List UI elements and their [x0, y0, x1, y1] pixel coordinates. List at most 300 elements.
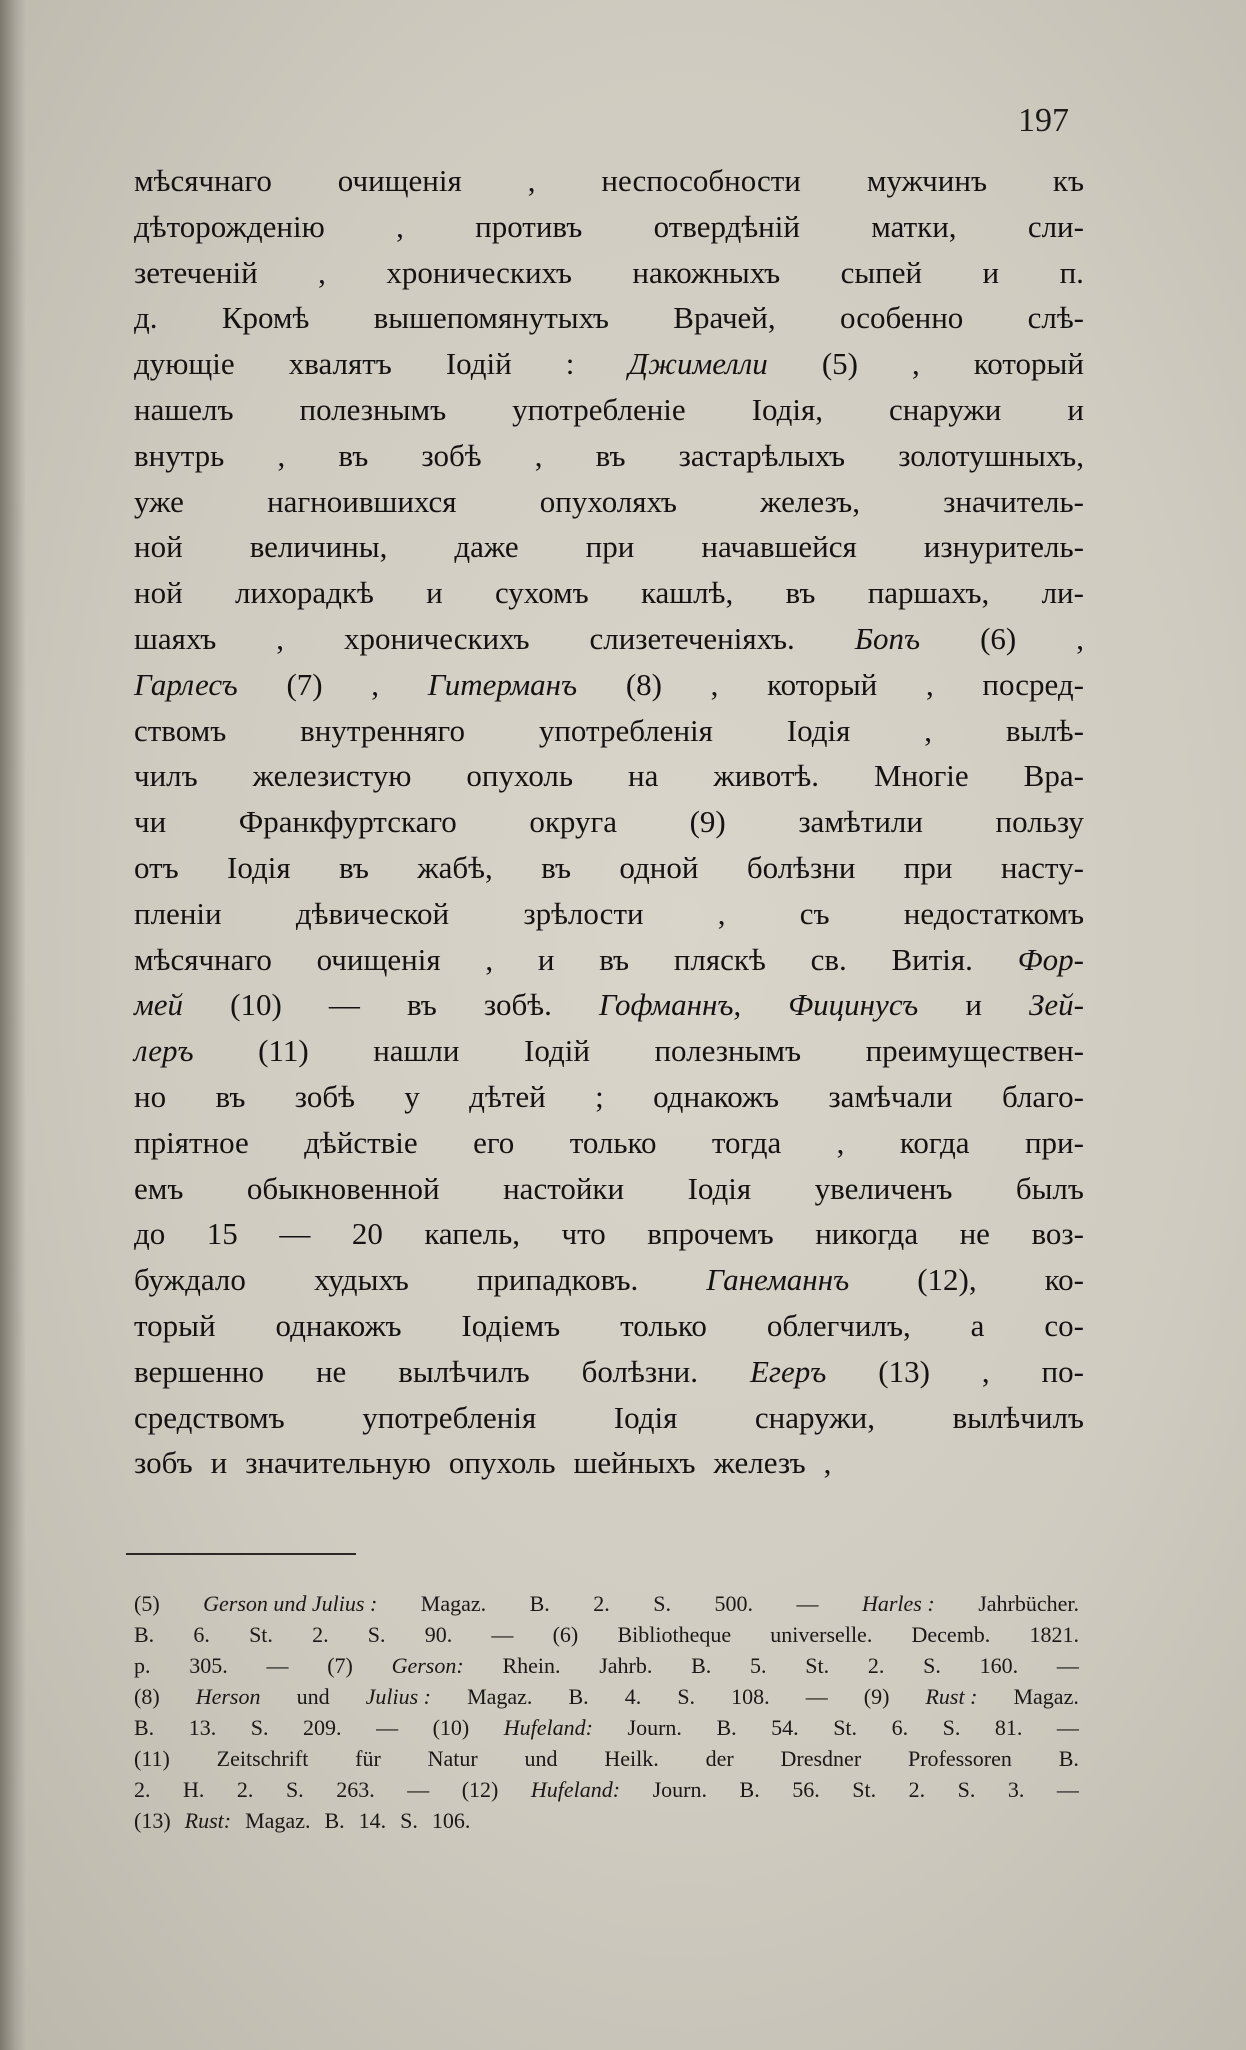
word: однакожъ [275, 1307, 402, 1343]
word: Іодіемъ [461, 1307, 561, 1343]
word: 3. [1007, 1777, 1025, 1802]
word: къ [1052, 163, 1084, 198]
word: ; [595, 1078, 604, 1114]
word: St. [852, 1777, 877, 1802]
word: 20 [351, 1216, 383, 1252]
word: не [315, 1353, 347, 1389]
word: — [1056, 1653, 1079, 1678]
text-line [134, 1028, 1084, 1074]
word: воз- [1031, 1216, 1084, 1252]
word: впрочемъ [647, 1216, 774, 1252]
word: (9) [863, 1684, 890, 1709]
word: кашлѣ, [640, 575, 734, 611]
word: худыхъ [313, 1262, 409, 1298]
word: S. [285, 1777, 304, 1802]
word: д. [134, 300, 158, 336]
footnote-line [134, 1681, 1079, 1712]
word: былъ [1015, 1170, 1084, 1206]
word: 14. [358, 1808, 387, 1833]
word: увеличенъ [814, 1170, 953, 1206]
word: опухоль [466, 758, 574, 794]
word: Journ. [652, 1777, 708, 1802]
word: Professoren [907, 1746, 1012, 1771]
word: 305. [189, 1653, 228, 1678]
footnote-line [134, 1712, 1079, 1743]
word: p. [134, 1653, 151, 1678]
word: особенно [839, 300, 964, 336]
word: пленіи [134, 895, 222, 931]
word: 2. [908, 1777, 926, 1802]
word: St. [805, 1653, 830, 1678]
text-line [134, 937, 1084, 983]
word: Гитерманъ [427, 666, 578, 702]
word: накожныхъ [632, 254, 781, 290]
word: , [277, 437, 286, 473]
word: Іодія, [751, 391, 824, 427]
footnote-line [134, 1774, 1079, 1805]
word: ной [134, 529, 183, 565]
word: снаружи [889, 391, 1002, 427]
word: (11) [258, 1033, 309, 1069]
footnote-line [134, 1805, 1079, 1836]
word: Ганеманнъ [706, 1262, 850, 1298]
word: 209. [303, 1715, 342, 1740]
word: Гофманнъ, [598, 987, 742, 1023]
word: зобѣ [294, 1078, 355, 1114]
word: 160. [979, 1653, 1019, 1678]
word: никогда [815, 1216, 919, 1252]
word: застарѣлыхъ [678, 437, 846, 473]
word: жабѣ, [417, 849, 493, 885]
word: , [396, 208, 404, 244]
word: B. [716, 1715, 737, 1740]
word: въ [406, 987, 437, 1023]
word: отвердѣній [653, 208, 800, 244]
word: 90. [424, 1622, 453, 1647]
word: St. [833, 1715, 858, 1740]
word: — [407, 1777, 430, 1802]
word: полезнымъ [654, 1033, 802, 1069]
word: B. [691, 1653, 712, 1678]
word: Dresdner [780, 1746, 862, 1771]
word: который [973, 346, 1084, 382]
word: S. [942, 1715, 961, 1740]
footnote-separator [126, 1553, 356, 1555]
word: (10) [230, 987, 282, 1023]
text-line [134, 387, 1084, 433]
word: B. [739, 1777, 760, 1802]
word: Іодія [613, 1399, 678, 1435]
text-line [134, 982, 1084, 1028]
text-line [134, 1120, 1084, 1166]
word: Zeitschrift [216, 1746, 309, 1771]
word: B. [134, 1715, 155, 1740]
word: отъ [134, 849, 179, 885]
word: снаружи, [754, 1399, 875, 1435]
word: B. [529, 1591, 550, 1616]
word: (12), [917, 1262, 977, 1298]
footnotes-block [134, 1588, 1079, 1836]
word: Іодій [445, 346, 512, 382]
word: (5) [821, 346, 858, 382]
text-line [134, 753, 1084, 799]
word: леръ [134, 1033, 194, 1069]
word: у [404, 1078, 420, 1114]
word: 5. [750, 1653, 767, 1678]
word: вышепомянутыхъ [373, 300, 609, 336]
word: только [620, 1307, 707, 1343]
text-line [134, 479, 1084, 525]
word: 15 [206, 1216, 238, 1252]
word: (13) [134, 1808, 171, 1833]
word: сыпей [840, 254, 923, 290]
word: зрѣлости [523, 895, 644, 931]
word: Gerson und Julius : [203, 1591, 378, 1616]
word: однакожъ [653, 1078, 780, 1114]
word: въ [215, 1078, 246, 1114]
word: Rust : [925, 1684, 978, 1709]
word: нагноившихся [267, 483, 457, 519]
word: (7) [327, 1653, 353, 1678]
text-line [134, 616, 1084, 662]
word: внутренняго [300, 712, 465, 748]
word: въ [785, 575, 816, 611]
word: и [426, 575, 443, 611]
word: ко- [1044, 1262, 1084, 1298]
word: , [823, 1445, 832, 1481]
text-line [134, 204, 1084, 250]
word: , [924, 712, 932, 748]
word: въ [338, 437, 369, 473]
word: S. [957, 1777, 976, 1802]
word: 2. [867, 1653, 885, 1678]
word: мей [134, 987, 184, 1023]
word: S. [367, 1622, 386, 1647]
word: , [925, 666, 934, 702]
word: (13) [878, 1353, 930, 1389]
word: Journ. [627, 1715, 682, 1740]
word: торый [134, 1307, 216, 1343]
word: Витія. [891, 941, 973, 977]
word: — [266, 1653, 289, 1678]
word: округа [529, 804, 617, 840]
word: Іодій [524, 1033, 590, 1069]
word: железъ [713, 1445, 806, 1481]
word: золотушныхъ, [898, 437, 1084, 473]
word: 6. [193, 1622, 210, 1647]
word: (11) [134, 1746, 170, 1771]
word: 263. [336, 1777, 375, 1802]
text-line [134, 1074, 1084, 1120]
word: (6) [980, 620, 1017, 656]
word: Іодія [687, 1170, 752, 1206]
word: по- [1041, 1353, 1084, 1389]
word: обыкновенной [246, 1170, 440, 1206]
text-line [134, 799, 1084, 845]
word: S. [250, 1715, 269, 1740]
book-spine-shadow [0, 0, 26, 2050]
word: Гарлесъ [134, 666, 238, 702]
word: железъ, [760, 483, 860, 519]
word: B. [1058, 1746, 1079, 1771]
text-line [134, 845, 1084, 891]
word: , [981, 1353, 990, 1389]
word: und [296, 1684, 330, 1709]
word: 6. [891, 1715, 909, 1740]
word: хроническихъ [386, 254, 572, 290]
word: и [210, 1445, 228, 1481]
word: употребленія [538, 712, 713, 748]
word: S. [400, 1808, 418, 1833]
text-line [134, 295, 1084, 341]
word: пляскѣ [673, 941, 766, 977]
word: болѣзни [746, 849, 856, 885]
word: паршахъ, [867, 575, 990, 611]
word: до [134, 1216, 166, 1252]
word: H. [183, 1777, 205, 1802]
word: , [534, 437, 543, 473]
word: въ [541, 849, 572, 885]
word: и [537, 941, 555, 977]
word: чилъ [134, 758, 198, 794]
word: , [1076, 620, 1084, 656]
word: облегчилъ, [766, 1307, 911, 1343]
word: п. [1059, 254, 1084, 290]
word: который [767, 666, 878, 702]
word: сухомъ [494, 575, 589, 611]
word: 2. [236, 1777, 254, 1802]
word: Бопъ [854, 620, 921, 656]
word: зетеченій [134, 254, 258, 290]
word: только [569, 1124, 657, 1160]
word: (5) [134, 1591, 160, 1616]
word: тогда [711, 1124, 782, 1160]
word: , [710, 666, 719, 702]
word: и [1067, 391, 1084, 427]
word: железистую [252, 758, 412, 794]
word: хроническихъ [343, 620, 530, 656]
word: зобѣ. [483, 987, 552, 1023]
word: св. [810, 941, 847, 977]
word: вылѣчилъ [952, 1399, 1084, 1435]
word: благо- [1001, 1078, 1084, 1114]
word: пріятное [134, 1124, 249, 1160]
text-line [134, 250, 1084, 296]
word: 2. [593, 1591, 610, 1616]
word: чи [134, 804, 167, 840]
text-line [134, 1211, 1084, 1257]
word: 108. [731, 1684, 770, 1709]
word: вылѣ- [1005, 712, 1084, 748]
word: мѣсячнаго [134, 163, 272, 198]
word: съ [799, 895, 830, 931]
text-line [134, 1395, 1084, 1441]
word: насту- [1000, 849, 1084, 885]
word: нашли [373, 1033, 460, 1069]
text-line [134, 570, 1084, 616]
word: въ [595, 437, 626, 473]
footnote-line [134, 1619, 1079, 1650]
word: universelle. [770, 1622, 873, 1647]
word: сли- [1027, 208, 1084, 244]
word: — [376, 1715, 399, 1740]
word: Herson [195, 1684, 261, 1709]
word: B. [134, 1622, 155, 1647]
word: Julius : [365, 1684, 432, 1709]
word: буждало [134, 1262, 246, 1298]
word: замѣтили [798, 804, 923, 840]
word: шаяхъ [134, 620, 217, 656]
word: со- [1044, 1307, 1084, 1343]
word: ной [134, 575, 183, 611]
word: (12) [461, 1777, 499, 1802]
word: изнуритель- [923, 529, 1084, 565]
word: дѣйствіе [304, 1124, 418, 1160]
word: — [805, 1684, 828, 1709]
word: für [355, 1746, 381, 1771]
word: S. [677, 1684, 696, 1709]
word: пользу [995, 804, 1084, 840]
word: Фицинусъ [788, 987, 919, 1023]
word: 1821. [1029, 1622, 1079, 1647]
text-line [134, 708, 1084, 754]
word: — [1056, 1715, 1079, 1740]
text-line [134, 158, 1084, 204]
word: емъ [134, 1170, 184, 1206]
word: — [279, 1216, 311, 1252]
word: мѣсячнаго [134, 941, 272, 977]
word: опухоль [448, 1445, 556, 1481]
word: хвалятъ [288, 346, 392, 382]
word: : [565, 346, 575, 382]
word: припадковъ. [476, 1262, 639, 1298]
word: одной [619, 849, 699, 885]
word: употребленіе [512, 391, 686, 427]
word: лихорадкѣ [234, 575, 374, 611]
footnote-line [134, 1588, 1079, 1619]
word: 500. [714, 1591, 754, 1616]
word: противъ [475, 208, 583, 244]
word: Magaz. [245, 1808, 311, 1833]
word: Іодія [227, 849, 291, 885]
text-line [134, 662, 1084, 708]
word: (8) [625, 666, 662, 702]
word: зобѣ [421, 437, 482, 473]
word: величины, [249, 529, 388, 565]
word: Вра- [1023, 758, 1084, 794]
word: Hufeland: [503, 1715, 593, 1740]
word: начавшейся [701, 529, 857, 565]
word: вершенно [134, 1353, 265, 1389]
word: Harles : [861, 1591, 935, 1616]
word: въ [338, 849, 369, 885]
text-line [134, 1166, 1084, 1212]
word: значитель- [943, 483, 1084, 519]
word: Іодія [786, 712, 851, 748]
word: — [491, 1622, 514, 1647]
word: Егеръ [749, 1353, 827, 1389]
word: (6) [552, 1622, 579, 1647]
word: при- [1024, 1124, 1084, 1160]
word: Jahrb. [599, 1653, 653, 1678]
word: преимуществен- [865, 1033, 1084, 1069]
word: Многіе [873, 758, 969, 794]
word: Jahrbücher. [978, 1591, 1079, 1616]
word: его [473, 1124, 515, 1160]
word: дующіе [134, 346, 235, 382]
word: Rhein. [502, 1653, 561, 1678]
word: St. [249, 1622, 273, 1647]
word: 106. [431, 1808, 471, 1833]
word: , [276, 620, 284, 656]
word: 81. [994, 1715, 1023, 1740]
word: матки, [871, 208, 957, 244]
word: S. [653, 1591, 672, 1616]
word: Зей- [1029, 987, 1084, 1023]
word: Bibliotheque [617, 1622, 732, 1647]
word: недостаткомъ [903, 895, 1084, 931]
footnote-line [134, 1743, 1079, 1774]
word: настойки [503, 1170, 625, 1206]
word: животѣ. [713, 758, 819, 794]
word: Gerson: [391, 1653, 464, 1678]
word: S. [923, 1653, 941, 1678]
page-number: 197 [1018, 102, 1069, 139]
word: (10) [432, 1715, 470, 1740]
word: , [485, 941, 494, 977]
word: нашелъ [134, 391, 234, 427]
word: значительную [245, 1445, 431, 1481]
word: , [527, 163, 536, 198]
word: вылѣчилъ [398, 1353, 530, 1389]
word: Decemb. [911, 1622, 991, 1647]
word: 54. [771, 1715, 799, 1740]
word: посред- [982, 666, 1084, 702]
word: опухоляхъ [539, 483, 677, 519]
text-line [134, 1349, 1084, 1395]
word: — [328, 987, 360, 1023]
text-line [134, 891, 1084, 937]
word: неспособности [601, 163, 801, 198]
word: Джимелли [628, 346, 768, 382]
text-line [134, 524, 1084, 570]
text-line [134, 1440, 1084, 1486]
word: Врачей, [673, 300, 776, 336]
word: ствомъ [134, 712, 227, 748]
word: при [585, 529, 635, 565]
word: (7) [286, 666, 323, 702]
word: когда [899, 1124, 970, 1160]
word: замѣчали [828, 1078, 953, 1114]
word: , [836, 1124, 845, 1160]
text-line [134, 341, 1084, 387]
word: 2. [134, 1777, 151, 1802]
word: полезнымъ [299, 391, 447, 427]
word: — [1056, 1777, 1079, 1802]
word: очищенія [316, 941, 441, 977]
word: даже [454, 529, 519, 565]
word: болѣзни. [581, 1353, 698, 1389]
word: ли- [1041, 575, 1084, 611]
word: (8) [134, 1684, 160, 1709]
word: , [912, 346, 920, 382]
word: а [970, 1307, 985, 1343]
word: Magaz. [420, 1591, 487, 1616]
footnote-line [134, 1650, 1079, 1681]
word: мужчинъ [866, 163, 987, 198]
word: B. [568, 1684, 589, 1709]
word: не [959, 1216, 990, 1252]
